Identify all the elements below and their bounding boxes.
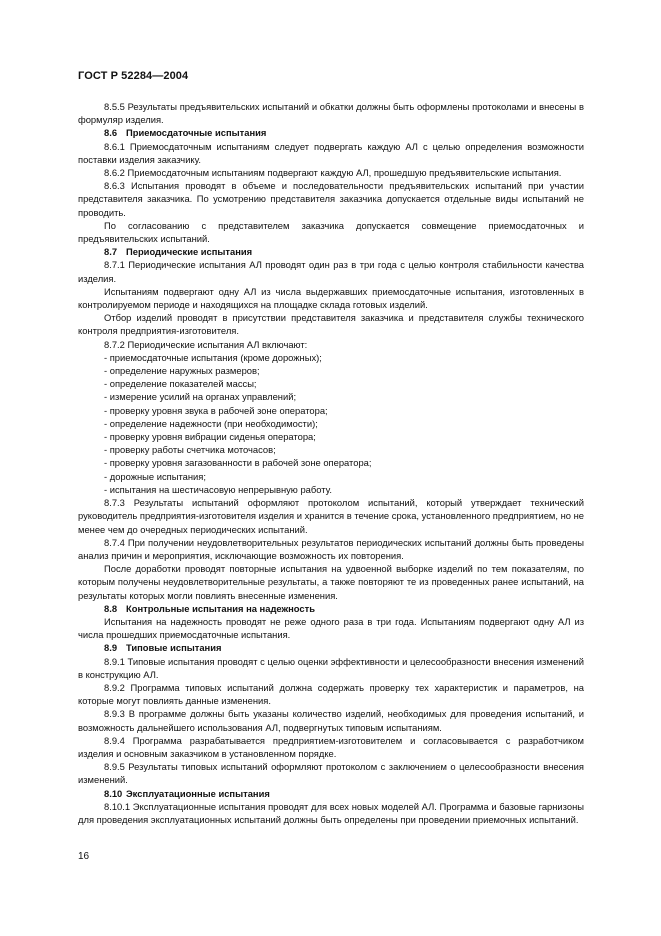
section-heading	[78, 126, 584, 139]
list-item: - определение наружных размеров;	[104, 365, 260, 377]
paragraph: 8.9.2 Программа типовых испытаний должна содержать проверку тех характеристик и параметров, на которые могут повлиять данные изменения.	[78, 681, 584, 707]
paragraph: 8.7.2 Периодические испытания АЛ включают:	[104, 338, 308, 350]
document-header: ГОСТ Р 52284—2004	[78, 70, 189, 82]
paragraph: 8.6.1 Приемосдаточным испытаниям следует подвергать каждую АЛ с целью определения возможности поставки изделия заказчику.	[78, 140, 584, 165]
paragraph: 8.5.5 Результаты предъявительских испытаний и обкатки должны быть оформлены протоколами и внесены в формуляр изделия.	[78, 101, 584, 126]
section-heading	[78, 245, 584, 258]
section-number: 8.7	[104, 246, 118, 258]
list-item: - проверку уровня загазованности в рабочей зоне оператора;	[104, 457, 372, 469]
paragraph: 8.7.4 При получении неудовлетворительных результатов периодических испытаний должны быть проведены анализ причин и мероприятия, исключающие возможность их повторения.	[78, 536, 584, 561]
section-title: Приемосдаточные испытания	[126, 127, 267, 139]
paragraph: Испытаниям подвергают одну АЛ из числа выдержавших приемосдаточные испытания, изготовленных в контролируемом периоде и находящихся на площадке склада готовых изделий.	[78, 285, 584, 311]
section-title: Периодические испытания	[126, 246, 253, 258]
paragraph: 8.6.2 Приемосдаточным испытаниям подвергают каждую АЛ, прошедшую предъявительские испытания.	[104, 167, 562, 179]
list-item: - проверку уровня вибрации сиденья оператора;	[104, 431, 316, 443]
section-title: Контрольные испытания на надежность	[126, 602, 315, 614]
paragraph: 8.9.3 В программе должны быть указаны количество изделий, необходимых для проведения испытаний, и возможность дальнейшего использования АЛ, подвергнутых типовым испытаниям.	[78, 708, 584, 733]
paragraph: По согласованию с представителем заказчика допускается совмещение приемосдаточных и предъявительских испытаний.	[78, 219, 584, 245]
section-heading	[78, 641, 584, 654]
section-title: Типовые испытания	[126, 642, 222, 654]
paragraph: 8.7.1 Периодические испытания АЛ проводят один раз в три года с целью контроля стабильности качества изделия.	[78, 259, 584, 284]
paragraph: Испытания на надежность проводят не реже одного раза в три года. Испытаниям подвергают одну АЛ из числа прошедших приемосдаточные испытания.	[78, 615, 584, 641]
document-body	[78, 100, 584, 826]
paragraph: 8.9.5 Результаты типовых испытаний оформляют протоколом с заключением о целесообразности внесения изменений.	[78, 761, 584, 786]
list-item: - определение показателей массы;	[104, 378, 257, 390]
list-item: - дорожные испытания;	[104, 470, 206, 482]
paragraph: После доработки проводят повторные испытания на удвоенной выборке изделий по тем показателям, по которым получены неудовлетворительные результаты, а также повторяют те из проведенных ранее испытаний, на результаты которых могли повлиять внесенные изменения.	[78, 563, 584, 601]
section-title: Эксплуатационные испытания	[126, 787, 270, 799]
list-item: - приемосдаточные испытания (кроме дорожных);	[104, 351, 322, 363]
section-number: 8.10	[104, 787, 123, 799]
paragraph: 8.9.4 Программа разрабатывается предприятием-изготовителем и согласовывается с разработчиком изделия и основным заказчиком в установленном порядке.	[78, 734, 584, 759]
paragraph: 8.10.1 Эксплуатационные испытания проводят для всех новых моделей АЛ. Программа и базовые гарнизоны для проведения эксплуатационных испытаний должны быть определены при проведении приемочных испытаний.	[78, 800, 584, 825]
section-heading	[78, 787, 584, 800]
list-item: - измерение усилий на органах управлений;	[104, 391, 297, 403]
list-item: - проверку работы счетчика моточасов;	[104, 444, 276, 456]
paragraph: 8.7.3 Результаты испытаний оформляют протоколом испытаний, который утверждает технический руководитель предприятия-изготовителя изделия и хранится в течение срока, установленного предприятием, но не менее чем до очередных периодических испытаний.	[78, 497, 584, 535]
paragraph: 8.9.1 Типовые испытания проводят с целью оценки эффективности и целесообразности внесения изменений в конструкцию АЛ.	[78, 655, 584, 680]
page-number: 16	[78, 851, 90, 862]
section-number: 8.8	[104, 602, 118, 614]
paragraph: Отбор изделий проводят в присутствии представителя заказчика и представителя службы технического контроля предприятия-изготовителя.	[78, 312, 584, 337]
list-item: - испытания на шестичасовую непрерывную работу.	[104, 483, 333, 495]
section-heading	[78, 602, 584, 615]
paragraph: 8.6.3 Испытания проводят в объеме и последовательности предъявительских испытаний при участии представителя заказчика. По усмотрению представителя заказчика допускается отдельные виды испытаний не проводить.	[78, 180, 584, 218]
list-item: - проверку уровня звука в рабочей зоне оператора;	[104, 404, 328, 416]
section-number: 8.9	[104, 642, 118, 654]
section-number: 8.6	[104, 127, 118, 139]
list-item: - определение надежности (при необходимости);	[104, 417, 318, 429]
